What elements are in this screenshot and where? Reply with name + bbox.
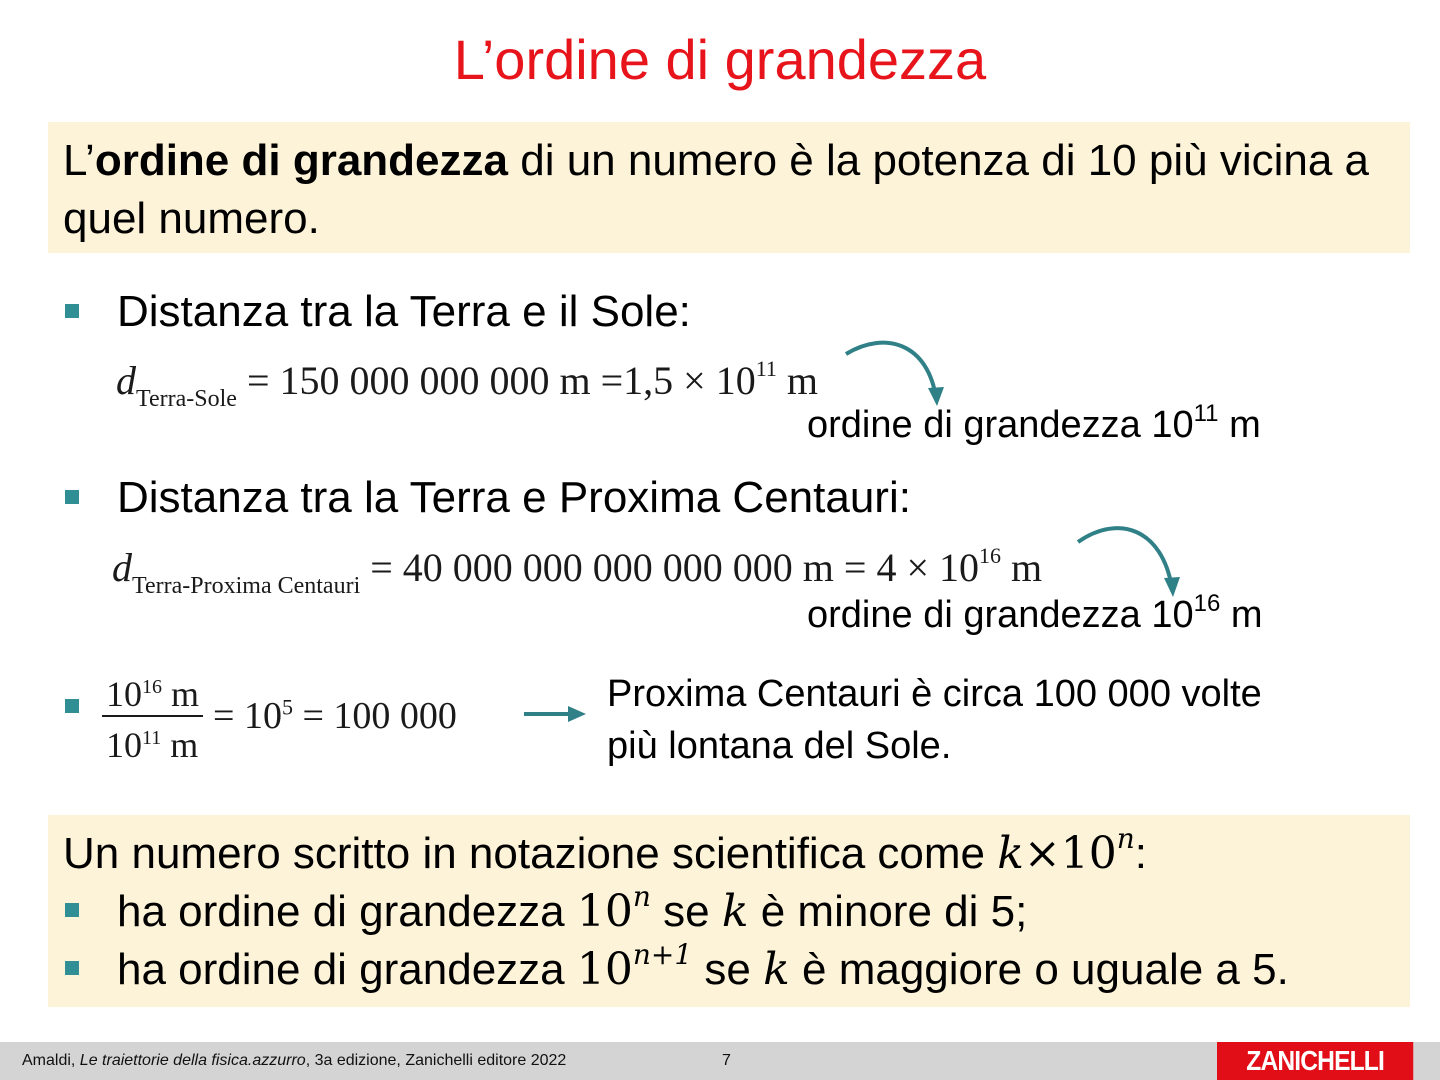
ratio-formula: $\frac{10^{16} m}{10^{11} m}$ = $10^5 = 100$ 000	[102, 668, 457, 764]
item1-label: Distanza tra la Terra e il Sole:	[117, 287, 691, 336]
item2-note: ordine di grandezza $10^{16}$ m	[807, 590, 1263, 636]
definition-term: ordine di grandezza	[94, 136, 508, 185]
item2-formula: $d_{Terra-Proxima Centauri} = 40$ 000 000 000 000 000 $m = 4 \times 10^{16}$ m	[112, 543, 1043, 599]
ratio-note: Proxima Centauri è circa 100 000 volte più lontana del Sole.	[607, 673, 1262, 767]
rule-line1: ha ordine di grandezza 10$^n$ se k è minore di 5;	[117, 880, 1028, 937]
item1-formula: $d_{Terra-Sole} = 150$ 000 000 000 $m =1,5 \times 10^{11}$ m	[116, 356, 819, 412]
right-arrow-icon	[522, 703, 588, 725]
item2-label: Distanza tra la Terra e Proxima Centauri:	[117, 473, 911, 522]
definition-text: L’ordine di grandezza di un numero è la potenza di 10 più vicina a quel numero.	[63, 136, 1370, 243]
bullet-icon	[65, 699, 79, 713]
rule-line2: ha ordine di grandezza $10^{n+1}$ se k è maggiore o uguale a 5.	[117, 938, 1289, 995]
publisher-logo: ZANICHELLI	[1217, 1042, 1413, 1080]
bullet-icon	[65, 304, 79, 318]
page-title: L’ordine di grandezza	[453, 28, 987, 91]
rule-intro: Un numero scritto in notazione scientifica come $k\times 10^n$:	[63, 822, 1148, 879]
bullet-icon	[65, 961, 79, 975]
page-number: 7	[722, 1052, 731, 1069]
bullet-icon	[65, 490, 79, 504]
item1-note: ordine di grandezza $10^{11}$ m	[807, 400, 1261, 446]
footer-citation: Amaldi, Le traiettorie della fisica.azzurro, 3a edizione, Zanichelli editore 2022	[22, 1052, 567, 1069]
bullet-icon	[65, 903, 79, 917]
